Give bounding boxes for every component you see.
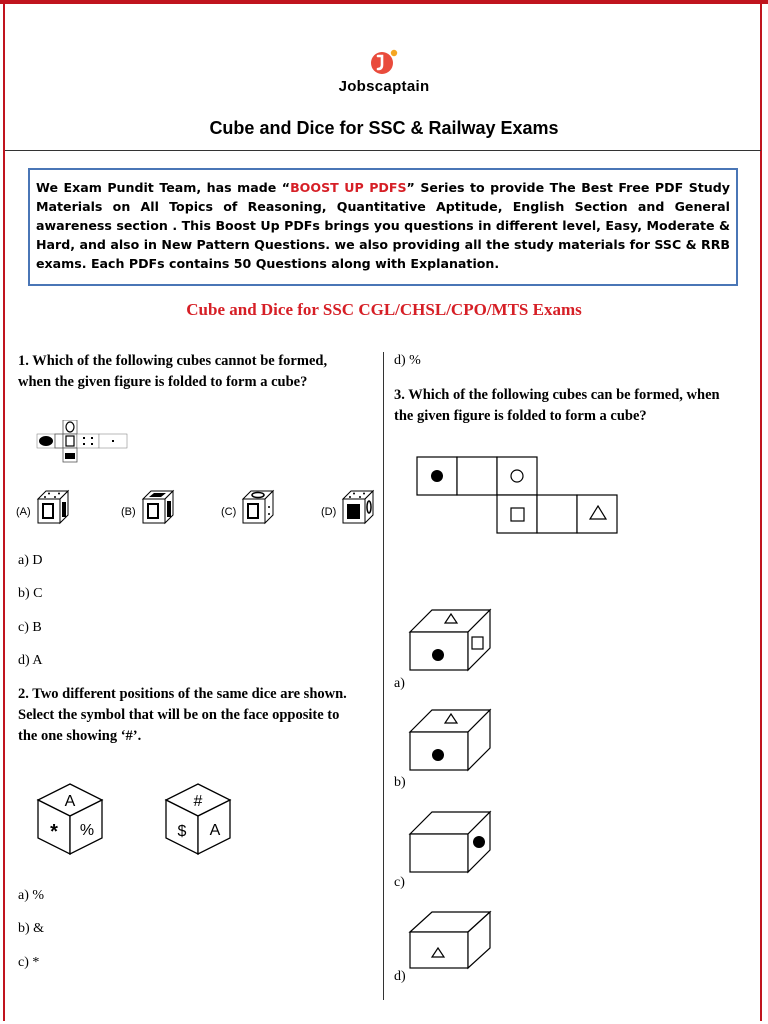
question-1-option-d[interactable]: d) A bbox=[18, 653, 43, 668]
question-1-option-cubes bbox=[14, 485, 374, 535]
question-2-option-d[interactable]: d) % bbox=[394, 353, 421, 368]
question-3-cube-b bbox=[406, 706, 496, 772]
question-2-dice-figures bbox=[36, 780, 246, 858]
brand-name: Jobscaptain bbox=[338, 78, 430, 95]
header-divider bbox=[5, 150, 761, 151]
cube-label-a: (A) bbox=[16, 506, 31, 518]
question-2-line-3: the one showing ‘#’. bbox=[18, 728, 142, 744]
dice-1-top-symbol: A bbox=[64, 793, 76, 810]
question-3-line-1: 3. Which of the following cubes can be formed, when bbox=[394, 387, 720, 403]
question-2-line-1: 2. Two different positions of the same dice are shown. bbox=[18, 686, 347, 702]
question-2-option-c[interactable]: c) * bbox=[18, 955, 40, 970]
question-3-line-2: the given figure is folded to form a cube? bbox=[394, 408, 647, 424]
cube-label-b: (B) bbox=[121, 506, 136, 518]
question-3-option-c[interactable]: c) bbox=[394, 875, 405, 890]
brand-logo bbox=[0, 48, 768, 95]
question-1-line-1: 1. Which of the following cubes cannot be formed, bbox=[18, 353, 328, 369]
cube-option-b bbox=[121, 491, 173, 523]
column-divider bbox=[383, 352, 384, 1000]
dice-2-left-symbol: $ bbox=[177, 823, 187, 840]
section-title: Cube and Dice for SSC CGL/CHSL/CPO/MTS Exams bbox=[186, 300, 582, 319]
question-2-option-a[interactable]: a) % bbox=[18, 888, 45, 903]
question-3-cube-c bbox=[406, 808, 496, 874]
question-1-line-2: when the given figure is folded to form a cube? bbox=[18, 374, 308, 390]
intro-box bbox=[28, 168, 738, 286]
cube-label-c: (C) bbox=[221, 506, 237, 518]
dice-1-left-symbol: * bbox=[50, 821, 58, 843]
dice-2-right-symbol: A bbox=[209, 822, 221, 839]
intro-highlight: BOOST UP PDFS bbox=[290, 180, 407, 195]
question-3-option-d[interactable]: d) bbox=[394, 969, 406, 984]
dice-position-1 bbox=[38, 784, 102, 854]
question-1-option-a[interactable]: a) D bbox=[18, 553, 43, 568]
jobscaptain-logo-icon bbox=[369, 48, 399, 76]
cube-label-d: (D) bbox=[321, 506, 337, 518]
question-2-option-b[interactable]: b) & bbox=[18, 921, 45, 936]
cube-option-c bbox=[221, 491, 273, 523]
cube-option-a bbox=[16, 491, 68, 523]
question-2-line-2: Select the symbol that will be on the face opposite to bbox=[18, 707, 340, 723]
question-3-cube-a bbox=[406, 606, 496, 672]
cube-option-d bbox=[321, 491, 373, 523]
question-1-option-b[interactable]: b) C bbox=[18, 586, 43, 601]
dice-2-top-symbol: # bbox=[193, 793, 203, 810]
question-3-net-figure bbox=[416, 456, 622, 538]
question-1-net-figure bbox=[36, 420, 131, 464]
page-title: Cube and Dice for SSC & Railway Exams bbox=[209, 118, 559, 138]
intro-text-before: We Exam Pundit Team, has made “ bbox=[36, 180, 291, 195]
intro-text-after: ” Series to provide The Best Free PDF Study Materials on All Topics of Reasoning, Quantitative Aptitude, English Section and General awareness section . This Boost Up PDFs brings you questions in different level, Easy, Moderate & Hard, and also in New Pattern Questions. we also providing all the study materials for SSC & RRB exams. Each PDFs contains 50 Questions along with Explanation. bbox=[36, 180, 730, 271]
question-3-cube-d bbox=[406, 908, 496, 970]
question-3-option-a[interactable]: a) bbox=[394, 676, 405, 691]
dice-1-right-symbol: % bbox=[79, 822, 95, 839]
question-1-option-c[interactable]: c) B bbox=[18, 620, 42, 635]
dice-position-2 bbox=[166, 784, 230, 854]
question-3-option-b[interactable]: b) bbox=[394, 775, 406, 790]
